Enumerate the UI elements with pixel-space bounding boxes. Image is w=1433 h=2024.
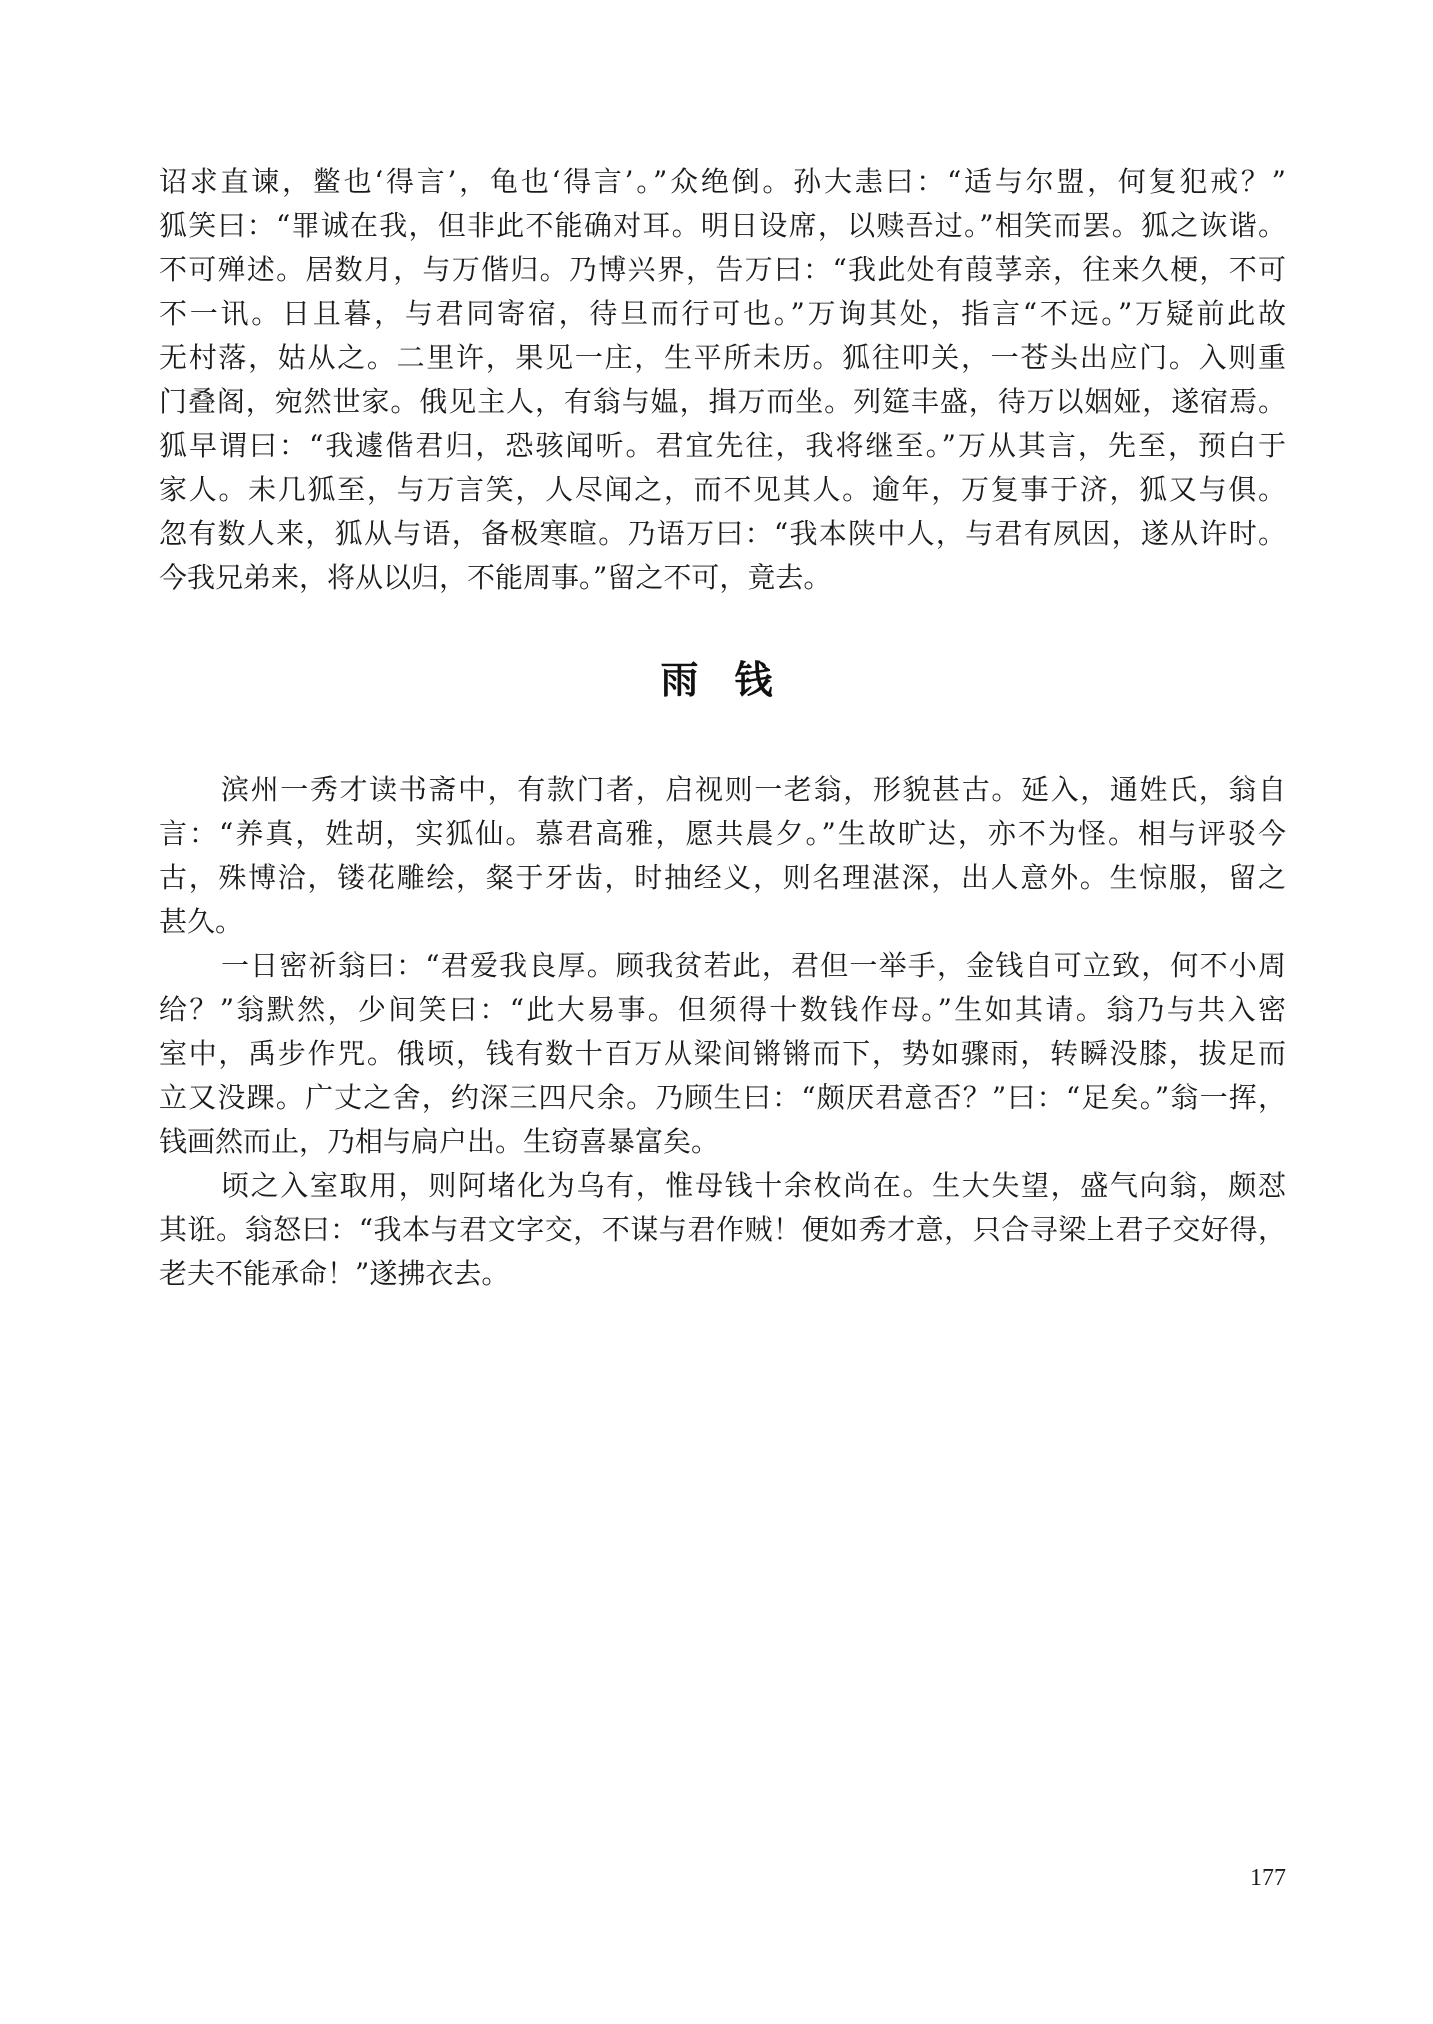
text-line: 其诳。翁怒曰：“我本与君文字交，不谋与君作贼！便如秀才意，只合寻梁上君子交好得， <box>159 1213 1286 1246</box>
text-line: 狐笑曰：“罪诚在我，但非此不能确对耳。明日设席，以赎吾过。”相笑而罢。狐之诙谐。 <box>159 209 1286 242</box>
story-body <box>159 768 1286 1296</box>
text-line: 今我兄弟来，将从以归，不能周事。”留之不可，竟去。 <box>159 561 832 594</box>
text-line: 言：“养真，姓胡，实狐仙。慕君高雅，愿共晨夕。”生故旷达，亦不为怪。相与评驳今 <box>159 817 1286 850</box>
text-line: 门叠阁，宛然世家。俄见主人，有翁与媪，揖万而坐。列筵丰盛，待万以姻娅，遂宿焉。 <box>159 385 1286 418</box>
text-line: 不一讯。日且暮，与君同寄宿，待旦而行可也。”万询其处，指言“不远。”万疑前此故 <box>159 297 1286 330</box>
story-title: 雨钱 <box>660 658 809 702</box>
text-line: 不可殚述。居数月，与万偕归。乃博兴界，告万曰：“我此处有葭莩亲，往来久梗，不可 <box>159 253 1286 286</box>
text-line: 室中，禹步作咒。俄顷，钱有数十百万从梁间锵锵而下，势如骤雨，转瞬没膝，拔足而 <box>159 1037 1286 1070</box>
text-line: 狐早谓曰：“我遽偕君归，恐骇闻听。君宜先往，我将继至。”万从其言，先至，预白于 <box>159 429 1286 462</box>
text-line: 家人。未几狐至，与万言笑，人尽闻之，而不见其人。逾年，万复事于济，狐又与俱。 <box>159 473 1286 506</box>
previous-story-text <box>159 160 1286 600</box>
page-number: 177 <box>1250 1865 1286 1891</box>
text-line: 立又没踝。广丈之舍，约深三四尺余。乃顾生曰：“颇厌君意否？”曰：“足矣。”翁一挥， <box>159 1081 1286 1114</box>
text-line: 甚久。 <box>159 905 244 938</box>
text-line: 古，殊博洽，镂花雕绘，粲于牙齿，时抽经义，则名理湛深，出人意外。生惊服，留之 <box>159 861 1286 894</box>
text-line: 顷之入室取用，则阿堵化为乌有，惟母钱十余枚尚在。生大失望，盛气向翁，颇怼 <box>221 1169 1286 1202</box>
text-line: 给？”翁默然，少间笑曰：“此大易事。但须得十数钱作母。”生如其请。翁乃与共入密 <box>159 993 1286 1026</box>
text-line: 诏求直谏，鳖也‘得言’，龟也‘得言’。”众绝倒。孙大恚曰：“适与尔盟，何复犯戒？” <box>159 165 1286 198</box>
text-line: 无村落，姑从之。二里许，果见一庄，生平所未历。狐往叩关，一苍头出应门。入则重 <box>159 341 1286 374</box>
text-line: 老夫不能承命！”遂拂衣去。 <box>159 1257 510 1290</box>
text-line: 滨州一秀才读书斋中，有款门者，启视则一老翁，形貌甚古。延入，通姓氏，翁自 <box>221 773 1286 806</box>
text-line: 一日密祈翁曰：“君爱我良厚。顾我贫若此，君但一举手，金钱自可立致，何不小周 <box>221 949 1286 982</box>
text-line: 钱画然而止，乃相与扃户出。生窃喜暴富矣。 <box>159 1125 720 1158</box>
text-line: 忽有数人来，狐从与语，备极寒暄。乃语万曰：“我本陕中人，与君有夙因，遂从许时。 <box>159 517 1286 550</box>
